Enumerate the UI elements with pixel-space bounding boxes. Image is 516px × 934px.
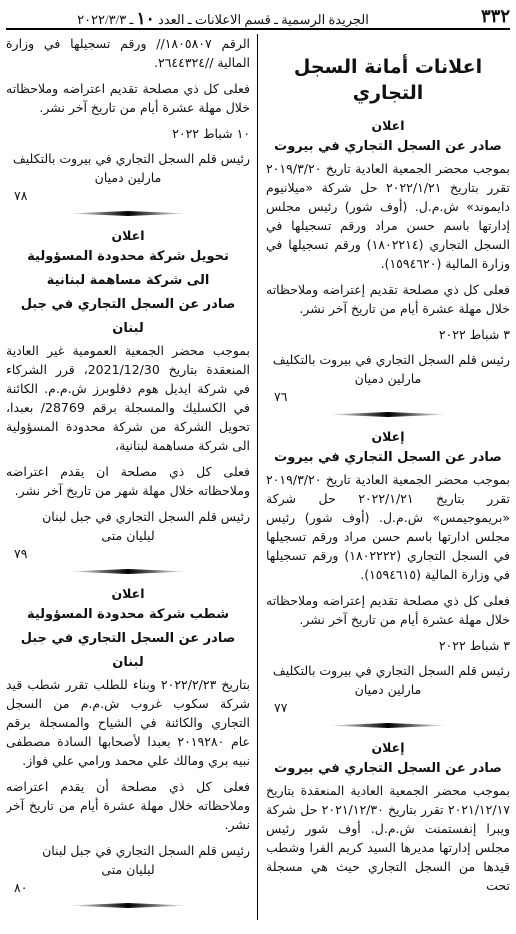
section-title: اعلانات أمانة السجل التجاري <box>293 56 483 104</box>
notice-objection: فعلى كل ذي مصلحة تقديم اعتراضه وملاحظاته خلال مهلة عشرة أيام من تاريخ آخر نشر. <box>6 81 250 115</box>
notice-number: ٨٠ <box>14 880 28 895</box>
notice-number: ٧٧ <box>274 700 288 715</box>
notice-separator <box>328 412 448 417</box>
notice-subtitle: صادر عن السجل التجاري في جبل لبنان <box>20 297 236 336</box>
signature-title: رئيس قلم السجل التجاري في جبل لبنان <box>42 843 250 858</box>
notice-body: بتاريخ ٢٠٢٢/٢/٢٣ وبناء للطلب تقرر شطب قيد شركة سكوب غروب ش.م.م من السجل التجاري والكائنة في الشياح والمسجلة برقم عام ٢٠١٩٢٨٠ بعبدا لأصحابها السادة مصطفى نبيه بري ومالك علي محمد ورامي علي فواز. <box>6 677 250 768</box>
page-number: ٣٣٢ <box>480 6 510 26</box>
notice-title-line: شطب شركة محدودة المسؤولية <box>26 607 230 622</box>
notice-title-line: الى شركة مساهمة لبنانية <box>46 273 210 288</box>
left-column <box>6 34 250 926</box>
signature-name: ليليان متى <box>101 862 155 877</box>
signature-name: مارلين دميان <box>354 682 422 697</box>
signature-title: رئيس قلم السجل التجاري في بيروت بالتكليف <box>12 151 250 166</box>
signature-title: رئيس قلم السجل التجاري في بيروت بالتكليف <box>272 663 510 678</box>
column-divider <box>257 34 258 920</box>
notice-objection: فعلى كل ذي مصلحة تقديم إعتراضه وملاحظاته خلال مهلة عشرة أيام من تاريخ آخر نشر. <box>266 282 510 316</box>
header-title <box>6 9 440 29</box>
notice-subtitle: صادر عن السجل التجاري في بيروت <box>274 139 502 154</box>
signature-name: ليليان متى <box>101 528 155 543</box>
notice-body: بموجب محضر الجمعية العادية المنعقدة بتاريخ ٢٠٢١/١٢/١٧ تقرر بتاريخ ٢٠٢١/١٢/٣٠ حل شركة ويبرا إنفستمنت ش.م.ل. أوف شور رئيس مجلس إدارتها مديرها السيد كريم الفرا وشطب قيدها من السجل التجاري حيث هي مسجلة تحت <box>266 783 510 893</box>
notice-separator <box>328 723 448 728</box>
notice-body: بموجب محضر الجمعية العادية تاريخ ٢٠١٩/٣/٢٠ تقرر بتاريخ ٢٠٢٢/١/٢١ حل شركة «بريموجيمس» ش.م.ل. (أوف شور) رئيس مجلس ادارتها باسم حسن مراد ورقم تسجيلها في السجل التجاري (١٨٠٢٢٢٢) ورقم تسجيلها في وزارة المالية (١٥٩٤٦١٥). <box>266 472 510 582</box>
right-column <box>266 34 510 926</box>
signature-name: مارلين دميان <box>94 170 162 185</box>
notice-label: إعلان <box>371 740 405 755</box>
notice-label: اعلان <box>111 586 145 601</box>
notice-77 <box>266 427 510 717</box>
notice-objection: فعلى كل ذي مصلحة أن يقدم اعتراضه وملاحظاته خلال مهلة عشرة أيام من تاريخ آخر نشر. <box>6 779 250 832</box>
notice-date: ٣ شباط ٢٠٢٢ <box>438 638 510 653</box>
notice-number: ٧٦ <box>274 389 288 404</box>
notice-date: ٣ شباط ٢٠٢٢ <box>438 327 510 342</box>
notice-label: اعلان <box>371 118 405 133</box>
signature-title: رئيس قلم السجل التجاري في جبل لبنان <box>42 509 250 524</box>
notice-78-continued <box>6 34 250 205</box>
notice-date: ١٠ شباط ٢٠٢٢ <box>172 126 250 141</box>
notice-subtitle: صادر عن السجل التجاري في بيروت <box>274 761 502 776</box>
gazette-title: الجريدة الرسمية ـ قسم الاعلانات ـ العدد <box>158 12 369 27</box>
notice-label: إعلان <box>371 429 405 444</box>
notice-80 <box>6 584 250 897</box>
signature-name: مارلين دميان <box>354 371 422 386</box>
notice-body: بموجب محضر الجمعية العمومية غير العادية المنعقدة بتاريخ 2021/12/30، قرر الشركاء في شركة ايديل هوم دفلوبرز ش.م.م. الكائنة في الكسليك والمسجلة برقم 28769/ بعبدا، تحويل الشركة من شركة محدودة المسؤولية الى شركة مساهمة لبنانية، <box>6 343 250 453</box>
continuation-text: الرقم ١٨٠٥٨٠٧// ورقم تسجيلها في وزارة المالية //٢٦٤٤٣٢٤. <box>6 36 250 70</box>
notice-label: اعلان <box>111 228 145 243</box>
notice-separator <box>68 903 188 908</box>
notice-78 <box>266 738 510 895</box>
page-header <box>6 6 510 30</box>
notice-separator <box>68 211 188 216</box>
notice-76 <box>266 116 510 406</box>
notice-separator <box>68 569 188 574</box>
notice-number: ٧٨ <box>14 188 28 203</box>
issue-date: ـ ٢٠٢٢/٣/٣ <box>77 12 134 27</box>
notice-body: بموجب محضر الجمعية العادية تاريخ ٢٠١٩/٣/٢٠ تقرر بتاريخ ٢٠٢٢/١/٢١ حل شركة «ميلانيوم دايموند» ش.م.ل. (أوف شور) رئيس مجلس إدارتها باسم حسن مراد ورقم تسجيلها في السجل التجاري (١٨٠٢٢١٤) ورقم تسجيلها في وزارة المالية (١٥٩٤٦٢٠). <box>266 161 510 271</box>
notice-objection: فعلى كل ذي مصلحة ان يقدم اعتراضه وملاحظاته خلال مهلة شهر من تاريخ آخر نشر. <box>6 464 250 498</box>
signature-title: رئيس قلم السجل التجاري في بيروت بالتكليف <box>272 352 510 367</box>
notice-title-line: تحويل شركة محدودة المسؤولية <box>27 249 229 264</box>
issue-number: ١٠ <box>136 9 155 28</box>
notice-subtitle: صادر عن السجل التجاري في جبل لبنان <box>20 631 236 670</box>
notice-79 <box>6 226 250 563</box>
notice-objection: فعلى كل ذي مصلحة تقديم إعتراضه وملاحظاته خلال مهلة عشرة أيام من تاريخ آخر نشر. <box>266 593 510 627</box>
notice-subtitle: صادر عن السجل التجاري في بيروت <box>274 450 502 465</box>
notice-number: ٧٩ <box>14 546 28 561</box>
